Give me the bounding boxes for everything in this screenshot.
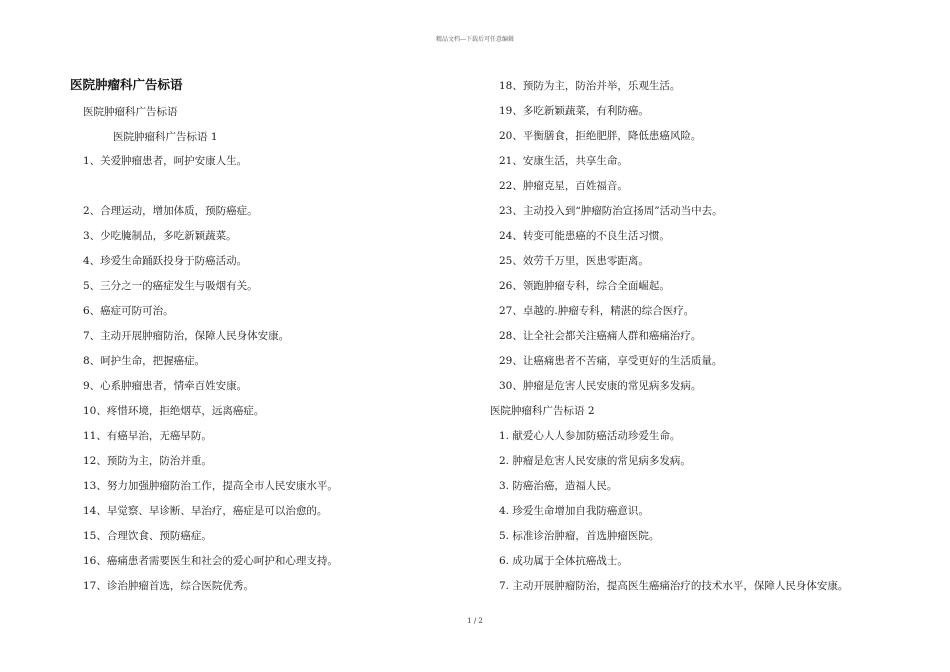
document-title: 医院肿瘤科广告标语 <box>70 77 183 92</box>
list-item: 19、多吃新颖蔬菜，有利防癌。 <box>499 105 649 117</box>
list-item: 12、预防为主，防治并重。 <box>83 455 212 467</box>
list-item: 3. 防癌治癌，造福人民。 <box>499 480 618 492</box>
list-item: 13、努力加强肿瘤防治工作，提高全市人民安康水平。 <box>83 480 338 492</box>
list-item: 28、让全社会都关注癌痛人群和癌痛治疗。 <box>499 330 702 342</box>
list-item: 6、癌症可防可治。 <box>83 305 174 317</box>
list-item: 16、癌痛患者需要医生和社会的爱心呵护和心理支持。 <box>83 555 338 567</box>
list-item: 24、转变可能患癌的不良生活习惯。 <box>499 230 670 242</box>
list-item: 2. 肿瘤是危害人民安康的常见病多发病。 <box>499 455 691 467</box>
list-item: 7、主动开展肿瘤防治，保障人民身体安康。 <box>83 330 290 342</box>
list-item: 9、心系肿瘤患者，情牵百姓安康。 <box>83 380 248 392</box>
list-item: 23、主动投入到“肿瘤防治宣扬周”活动当中去。 <box>499 205 723 217</box>
list-item: 26、领跑肿瘤专科，综合全面崛起。 <box>499 280 670 292</box>
list-item: 14、早觉察、早诊断、早治疗，癌症是可以治愈的。 <box>83 505 328 517</box>
list-item: 10、疼惜环境，拒绝烟草，远离癌症。 <box>83 405 265 417</box>
page-number: 1 / 2 <box>467 617 483 625</box>
list-item: 5. 标准诊治肿瘤，首选肿瘤医院。 <box>499 530 660 542</box>
list-item: 18、预防为主，防治并举，乐观生活。 <box>499 80 681 92</box>
list-item: 15、合理饮食、预防癌症。 <box>83 530 212 542</box>
list-item: 6. 成功属于全体抗癌战士。 <box>499 555 628 567</box>
header-note: 精品文档---下载后可任意编辑 <box>435 36 515 43</box>
list-item: 8、呵护生命，把握癌症。 <box>83 355 206 367</box>
list-item: 7. 主动开展肿瘤防治，提高医生癌痛治疗的技术水平，保障人民身体安康。 <box>499 580 849 592</box>
list-item: 27、卓越的.肿瘤专科，精湛的综合医疗。 <box>499 305 695 317</box>
list-item: 2、合理运动，增加体质，预防癌症。 <box>83 205 258 217</box>
list-item: 1. 献爱心人人参加防癌活动珍爱生命。 <box>499 430 681 442</box>
section-heading-1: 医院肿瘤科广告标语 1 <box>113 131 218 143</box>
list-item: 21、安康生活，共享生命。 <box>499 155 628 167</box>
list-item: 29、让癌痛患者不苦痛，享受更好的生活质量。 <box>499 355 723 367</box>
list-item: 4. 珍爱生命增加自我防癌意识。 <box>499 505 649 517</box>
list-item: 3、少吃腌制品，多吃新颖蔬菜。 <box>83 230 237 242</box>
subtitle: 医院肿瘤科广告标语 <box>83 106 178 118</box>
list-item: 4、珍爱生命踊跃投身于防癌活动。 <box>83 255 248 267</box>
list-item: 30、肿瘤是危害人民安康的常见病多发病。 <box>499 380 702 392</box>
list-item: 11、有癌早治，无癌早防。 <box>83 430 212 442</box>
list-item: 22、肿瘤克星，百姓福音。 <box>499 180 628 192</box>
list-item: 5、三分之一的癌症发生与吸烟有关。 <box>83 280 258 292</box>
list-item: 20、平衡膳食，拒绝肥胖，降低患癌风险。 <box>499 130 702 142</box>
list-item: 1、关爱肿瘤患者，呵护安康人生。 <box>83 155 248 167</box>
list-item: 17、诊治肿瘤首选，综合医院优秀。 <box>83 580 254 592</box>
section-heading-2: 医院肿瘤科广告标语 2 <box>490 405 595 417</box>
list-item: 25、效劳千万里，医患零距离。 <box>499 255 649 267</box>
